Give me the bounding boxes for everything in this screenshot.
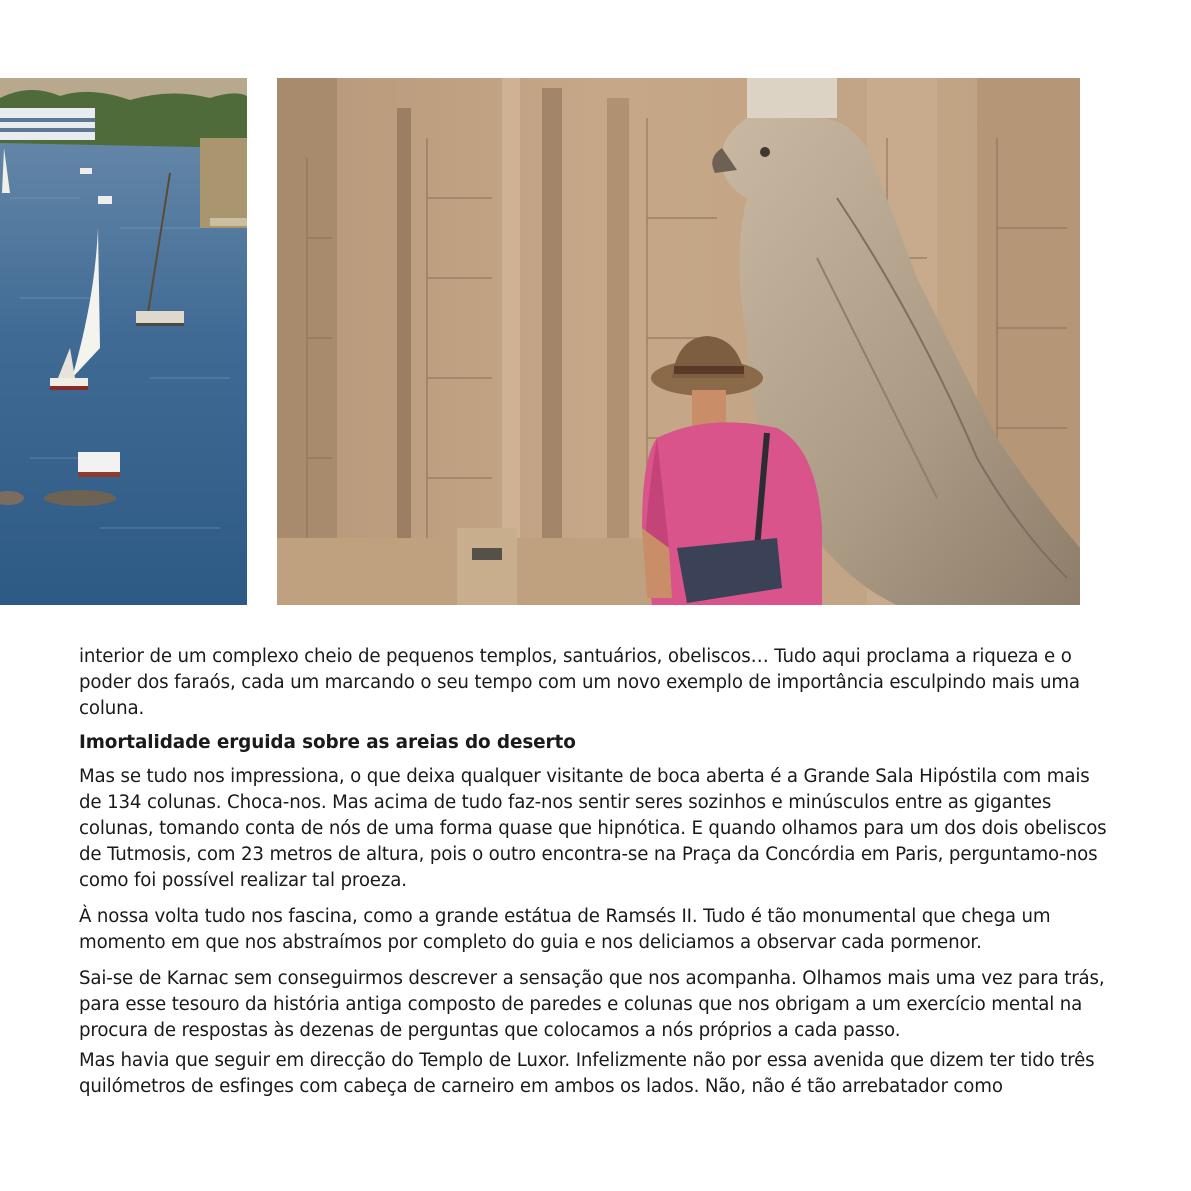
body-paragraph: Mas se tudo nos impressiona, o que deixa qualquer visitante de boca aberta é a Grande Sala Hipóstila com mais de 134 colunas. Choca-nos. Mas acima de tudo faz-nos sentir seres sozinhos e minúsculos entre as gigantes colunas, tomando conta de nós de uma forma quase que hipnótica. E quando olhamos para um dos dois obeliscos de Tutmosis, com 23 metros de altura, pois o outro encontra-se na Praça da Concórdia em Paris, perguntamo-nos como foi possível realizar tal proeza. [79,766,1107,891]
body-paragraph: Mas havia que seguir em direcção do Templo de Luxor. Infelizmente não por essa avenida que dizem ter tido três quilómetros de esfinges com cabeça de carneiro em ambos os lados. Não, não é tão arrebatador como [79,1050,1095,1097]
temple-photo [277,78,1080,605]
intro-paragraph: interior de um complexo cheio de pequenos templos, santuários, obeliscos… Tudo aqui proclama a riqueza e o poder dos faraós, cada um marcando o seu tempo com um novo exemplo de importância esculpindo mais uma coluna. [79,646,1080,719]
article-body [79,644,1109,1110]
body-paragraph: À nossa volta tudo nos fascina, como a grande estátua de Ramsés II. Tudo é tão monumental que chega um momento em que nos abstraímos por completo do guia e nos deliciamos a observar cada pormenor. [79,906,1051,953]
section-heading: Imortalidade erguida sobre as areias do deserto [79,732,576,753]
horus-falcon-statue-temple-photo-icon [277,78,1080,605]
body-paragraph: Sai-se de Karnac sem conseguirmos descrever a sensação que nos acompanha. Olhamos mais uma vez para trás, para esse tesouro da história antiga composto de paredes e colunas que nos obrigam a um exercício mental na procura de respostas às dezenas de perguntas que colocamos a nós próprios a cada passo. [79,968,1105,1041]
nile-river-feluccas-photo-icon [0,78,247,605]
nile-photo [0,78,247,605]
